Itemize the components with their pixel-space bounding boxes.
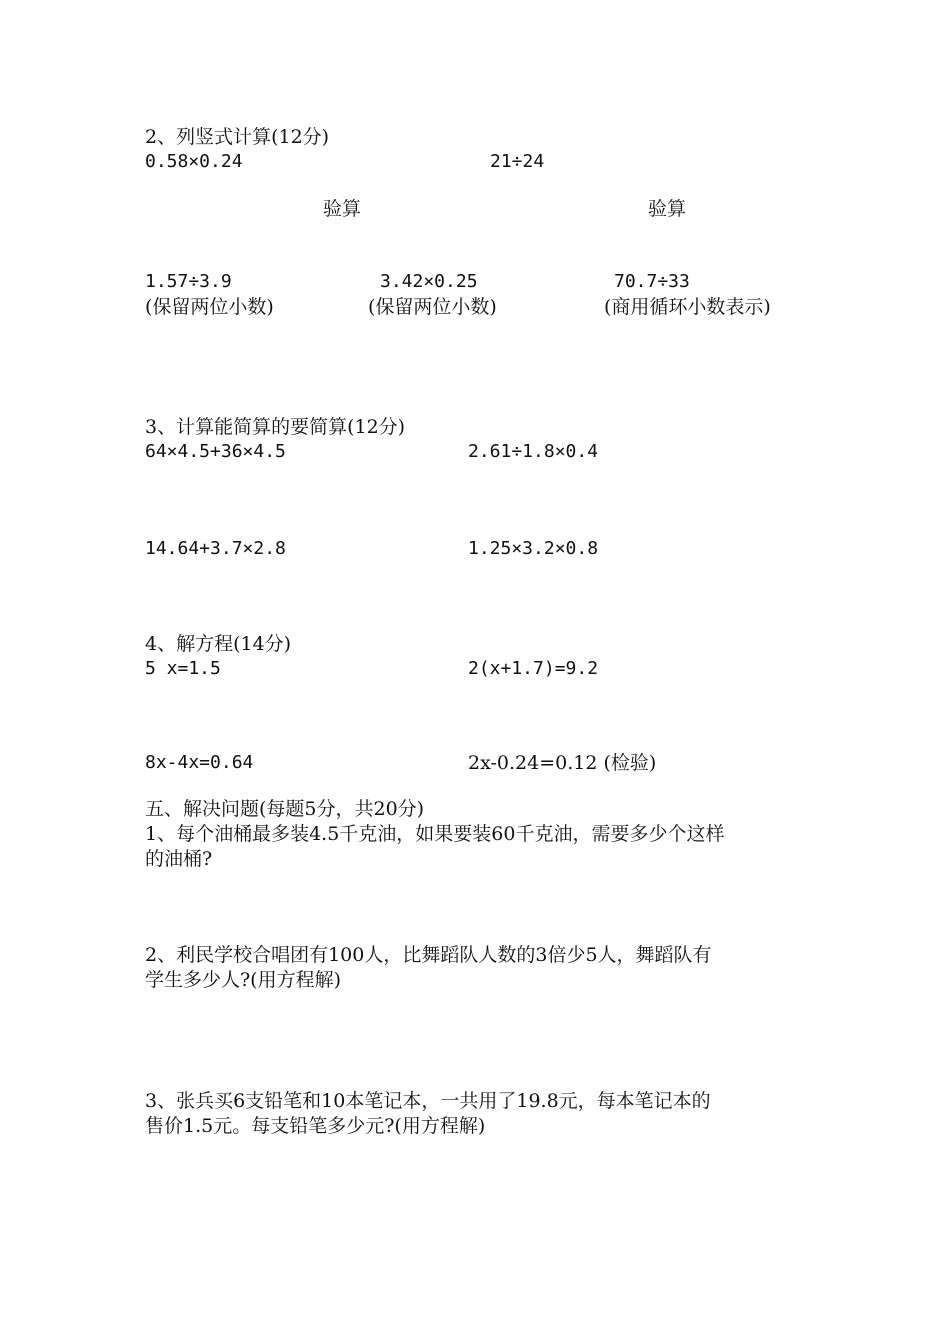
equation-4: 2x-0.24=0.12 (检验) xyxy=(468,752,657,774)
word-problem-1-line1: 1、每个油桶最多装4.5千克油，如果要装60千克油，需要多少个这样 xyxy=(145,823,725,845)
word-problem-3-line1: 3、张兵买6支铅笔和10本笔记本，一共用了19.8元，每本笔记本的 xyxy=(145,1090,711,1112)
problem-157div39: 1.57÷3.9 xyxy=(145,271,232,292)
equation-2: 2(x+1.7)=9.2 xyxy=(468,658,599,679)
word-problem-3-line2: 售价1.5元。每支铅笔多少元?(用方程解) xyxy=(145,1115,486,1137)
section2-title: 2、列竖式计算(12分) xyxy=(145,126,330,148)
word-problem-1-line2: 的油桶? xyxy=(145,848,213,870)
simplify-item-3: 14.64+3.7×2.8 xyxy=(145,538,286,559)
word-problem-2-line1: 2、利民学校合唱团有100人，比舞蹈队人数的3倍少5人，舞蹈队有 xyxy=(145,944,712,966)
equation-1: 5 x=1.5 xyxy=(145,658,221,679)
check-label-b: 验算 xyxy=(648,198,687,220)
simplify-item-4: 1.25×3.2×0.8 xyxy=(468,538,599,559)
section3-title: 3、计算能简算的要简算(12分) xyxy=(145,416,406,438)
problem-058x024: 0.58×0.24 xyxy=(145,151,243,172)
section5-title: 五、解决问题(每题5分，共20分) xyxy=(145,798,425,820)
problem-342x025: 3.42×0.25 xyxy=(380,271,478,292)
problem-21div24: 21÷24 xyxy=(490,151,545,172)
simplify-item-2: 2.61÷1.8×0.4 xyxy=(468,441,599,462)
note-round-two-b: (保留两位小数) xyxy=(368,296,497,318)
note-round-two-a: (保留两位小数) xyxy=(145,296,274,318)
section4-title: 4、解方程(14分) xyxy=(145,633,292,655)
check-label-a: 验算 xyxy=(323,198,362,220)
simplify-item-1: 64×4.5+36×4.5 xyxy=(145,441,286,462)
note-repeating-decimal: (商用循环小数表示) xyxy=(604,296,771,318)
problem-707div33: 70.7÷33 xyxy=(614,271,690,292)
word-problem-2-line2: 学生多少人?(用方程解) xyxy=(145,969,342,991)
equation-3: 8x-4x=0.64 xyxy=(145,752,254,773)
